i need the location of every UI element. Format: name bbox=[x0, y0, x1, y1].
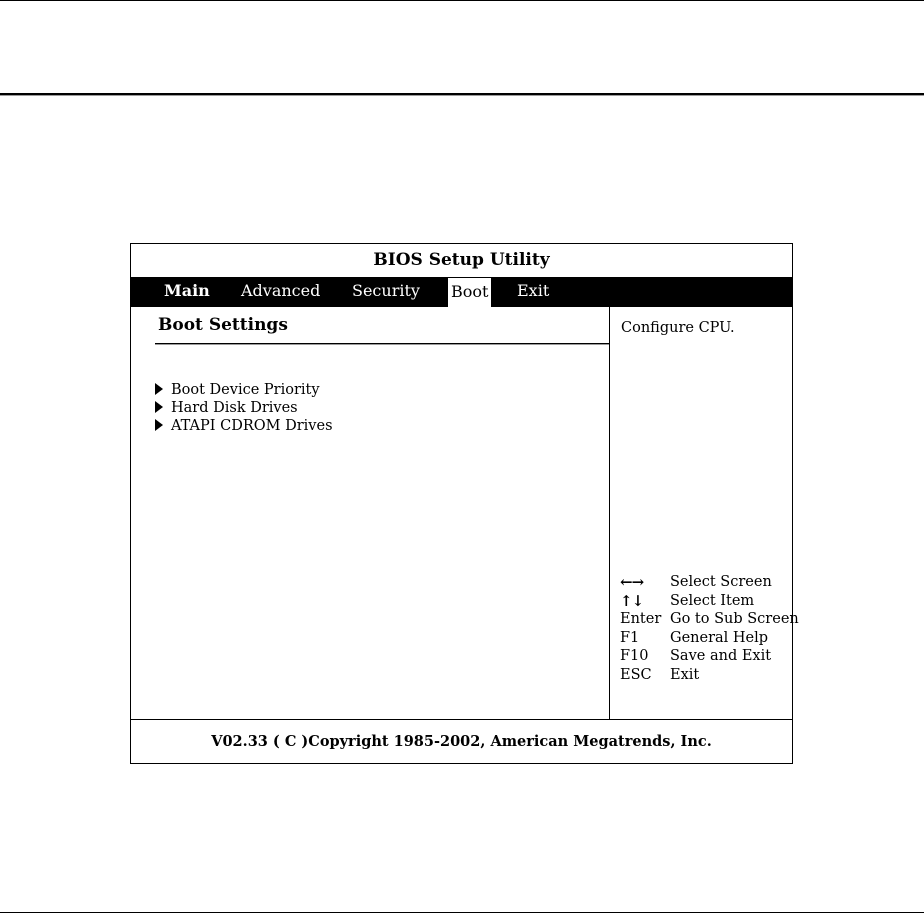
key-name: ESC bbox=[620, 666, 652, 683]
key-description: General Help bbox=[670, 629, 769, 646]
help-description: Configure CPU. bbox=[621, 320, 735, 336]
settings-pane bbox=[131, 307, 609, 718]
section-title: Boot Settings bbox=[158, 315, 288, 335]
pane-divider bbox=[609, 307, 610, 719]
tab-main[interactable]: Main bbox=[164, 281, 210, 300]
tab-exit[interactable]: Exit bbox=[517, 281, 550, 300]
key-description: Select Screen bbox=[670, 574, 772, 590]
tab-bar bbox=[131, 277, 792, 307]
tab-advanced[interactable]: Advanced bbox=[241, 281, 321, 300]
window-title: BIOS Setup Utility bbox=[373, 250, 550, 270]
key-name: Enter bbox=[620, 611, 662, 628]
section-divider bbox=[155, 343, 609, 345]
page-header-rule bbox=[0, 93, 924, 96]
menu-item-atapi-cdrom-drives[interactable] bbox=[155, 417, 333, 435]
key-description: Select Item bbox=[670, 592, 755, 609]
submenu-arrow-icon bbox=[155, 401, 163, 413]
key-description: Exit bbox=[670, 666, 700, 683]
menu-item-hard-disk-drives[interactable] bbox=[155, 399, 298, 417]
up-down-arrows-icon: ↑↓ bbox=[620, 591, 644, 610]
page-top-rule bbox=[0, 0, 924, 1]
page-bottom-rule bbox=[0, 912, 924, 913]
left-right-arrows-icon: ←→ bbox=[620, 573, 644, 591]
tab-security[interactable]: Security bbox=[352, 281, 420, 300]
menu-item-label: Hard Disk Drives bbox=[171, 400, 298, 416]
key-name: F10 bbox=[620, 648, 649, 665]
submenu-arrow-icon bbox=[155, 383, 163, 395]
key-name: F1 bbox=[620, 629, 640, 646]
submenu-arrow-icon bbox=[155, 419, 163, 431]
key-description: Go to Sub Screen bbox=[670, 611, 799, 628]
menu-item-boot-device-priority[interactable] bbox=[155, 381, 320, 399]
menu-item-label: ATAPI CDROM Drives bbox=[171, 418, 333, 434]
bios-setup-window bbox=[130, 243, 799, 764]
key-description: Save and Exit bbox=[670, 648, 772, 665]
menu-item-label: Boot Device Priority bbox=[171, 382, 320, 398]
tab-boot[interactable]: Boot bbox=[448, 278, 491, 307]
copyright-footer: V02.33 ( C )Copyright 1985-2002, American Megatrends, Inc. bbox=[211, 733, 712, 750]
